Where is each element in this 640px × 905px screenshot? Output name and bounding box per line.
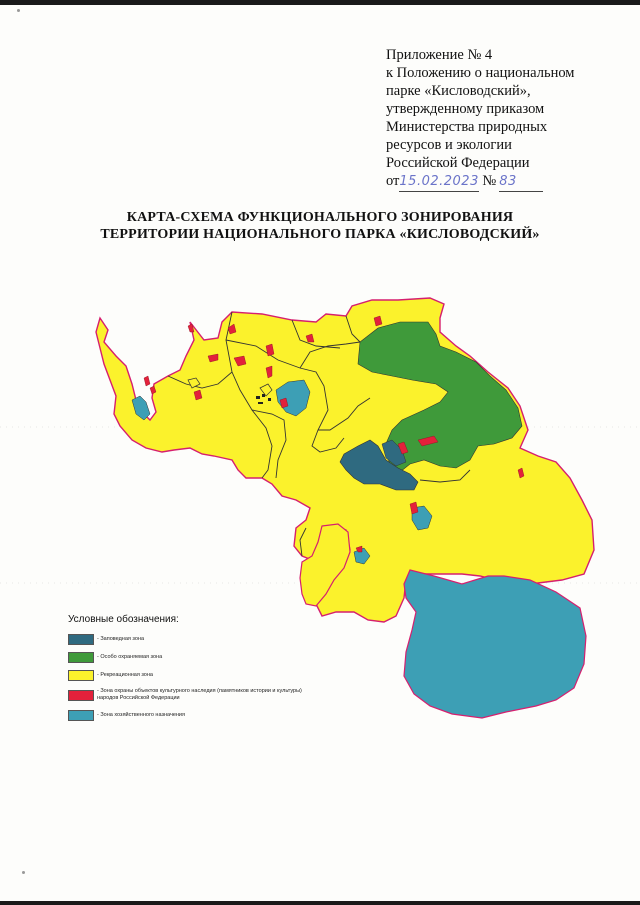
legend-swatch-reserve <box>68 634 94 645</box>
legend-label: - Рекреационная зона <box>97 671 153 678</box>
legend-label: - Особо охраняемая зона <box>97 653 163 660</box>
legend-swatch-protected <box>68 652 94 663</box>
map-title-line: КАРТА-СХЕМА ФУНКЦИОНАЛЬНОГО ЗОНИРОВАНИЯ <box>126 210 514 225</box>
appendix-line: ресурсов и экологии <box>386 137 512 153</box>
legend-item-heritage <box>68 684 318 706</box>
legend-swatch-heritage <box>68 690 94 701</box>
legend-item-protected <box>68 648 318 666</box>
map-legend <box>68 614 318 724</box>
legend-item-reserve <box>68 630 318 648</box>
legend-label: - Зона хозяйственного назначения <box>97 711 185 718</box>
date-prefix: от <box>386 173 400 189</box>
appendix-line: Российской Федерации <box>386 155 530 171</box>
number-sign: № <box>482 173 497 189</box>
legend-label: - Заповедная зона <box>97 635 145 642</box>
map-title-line: ТЕРРИТОРИИ НАЦИОНАЛЬНОГО ПАРКА «КИСЛОВОДСКИЙ» <box>100 227 540 242</box>
legend-title: Условные обозначения: <box>68 614 179 625</box>
appendix-line: утвержденному приказом <box>386 101 545 117</box>
legend-swatch-economic <box>68 710 94 721</box>
appendix-line: Министерства природных <box>386 119 548 135</box>
economic-zone <box>404 570 586 718</box>
appendix-line: Приложение № 4 <box>386 47 493 63</box>
legend-item-economic <box>68 706 318 724</box>
legend-swatch-recreation <box>68 670 94 681</box>
appendix-line: парке «Кисловодский», <box>386 83 531 99</box>
order-number: 83 <box>499 173 543 192</box>
legend-item-recreation <box>68 666 318 684</box>
legend-label: - Зона охраны объектов культурного наследия (памятников истории и культуры) народов Российской Федерации <box>97 688 302 701</box>
appendix-line: к Положению о национальном <box>386 65 575 81</box>
order-date: 15.02.2023 <box>399 173 479 192</box>
